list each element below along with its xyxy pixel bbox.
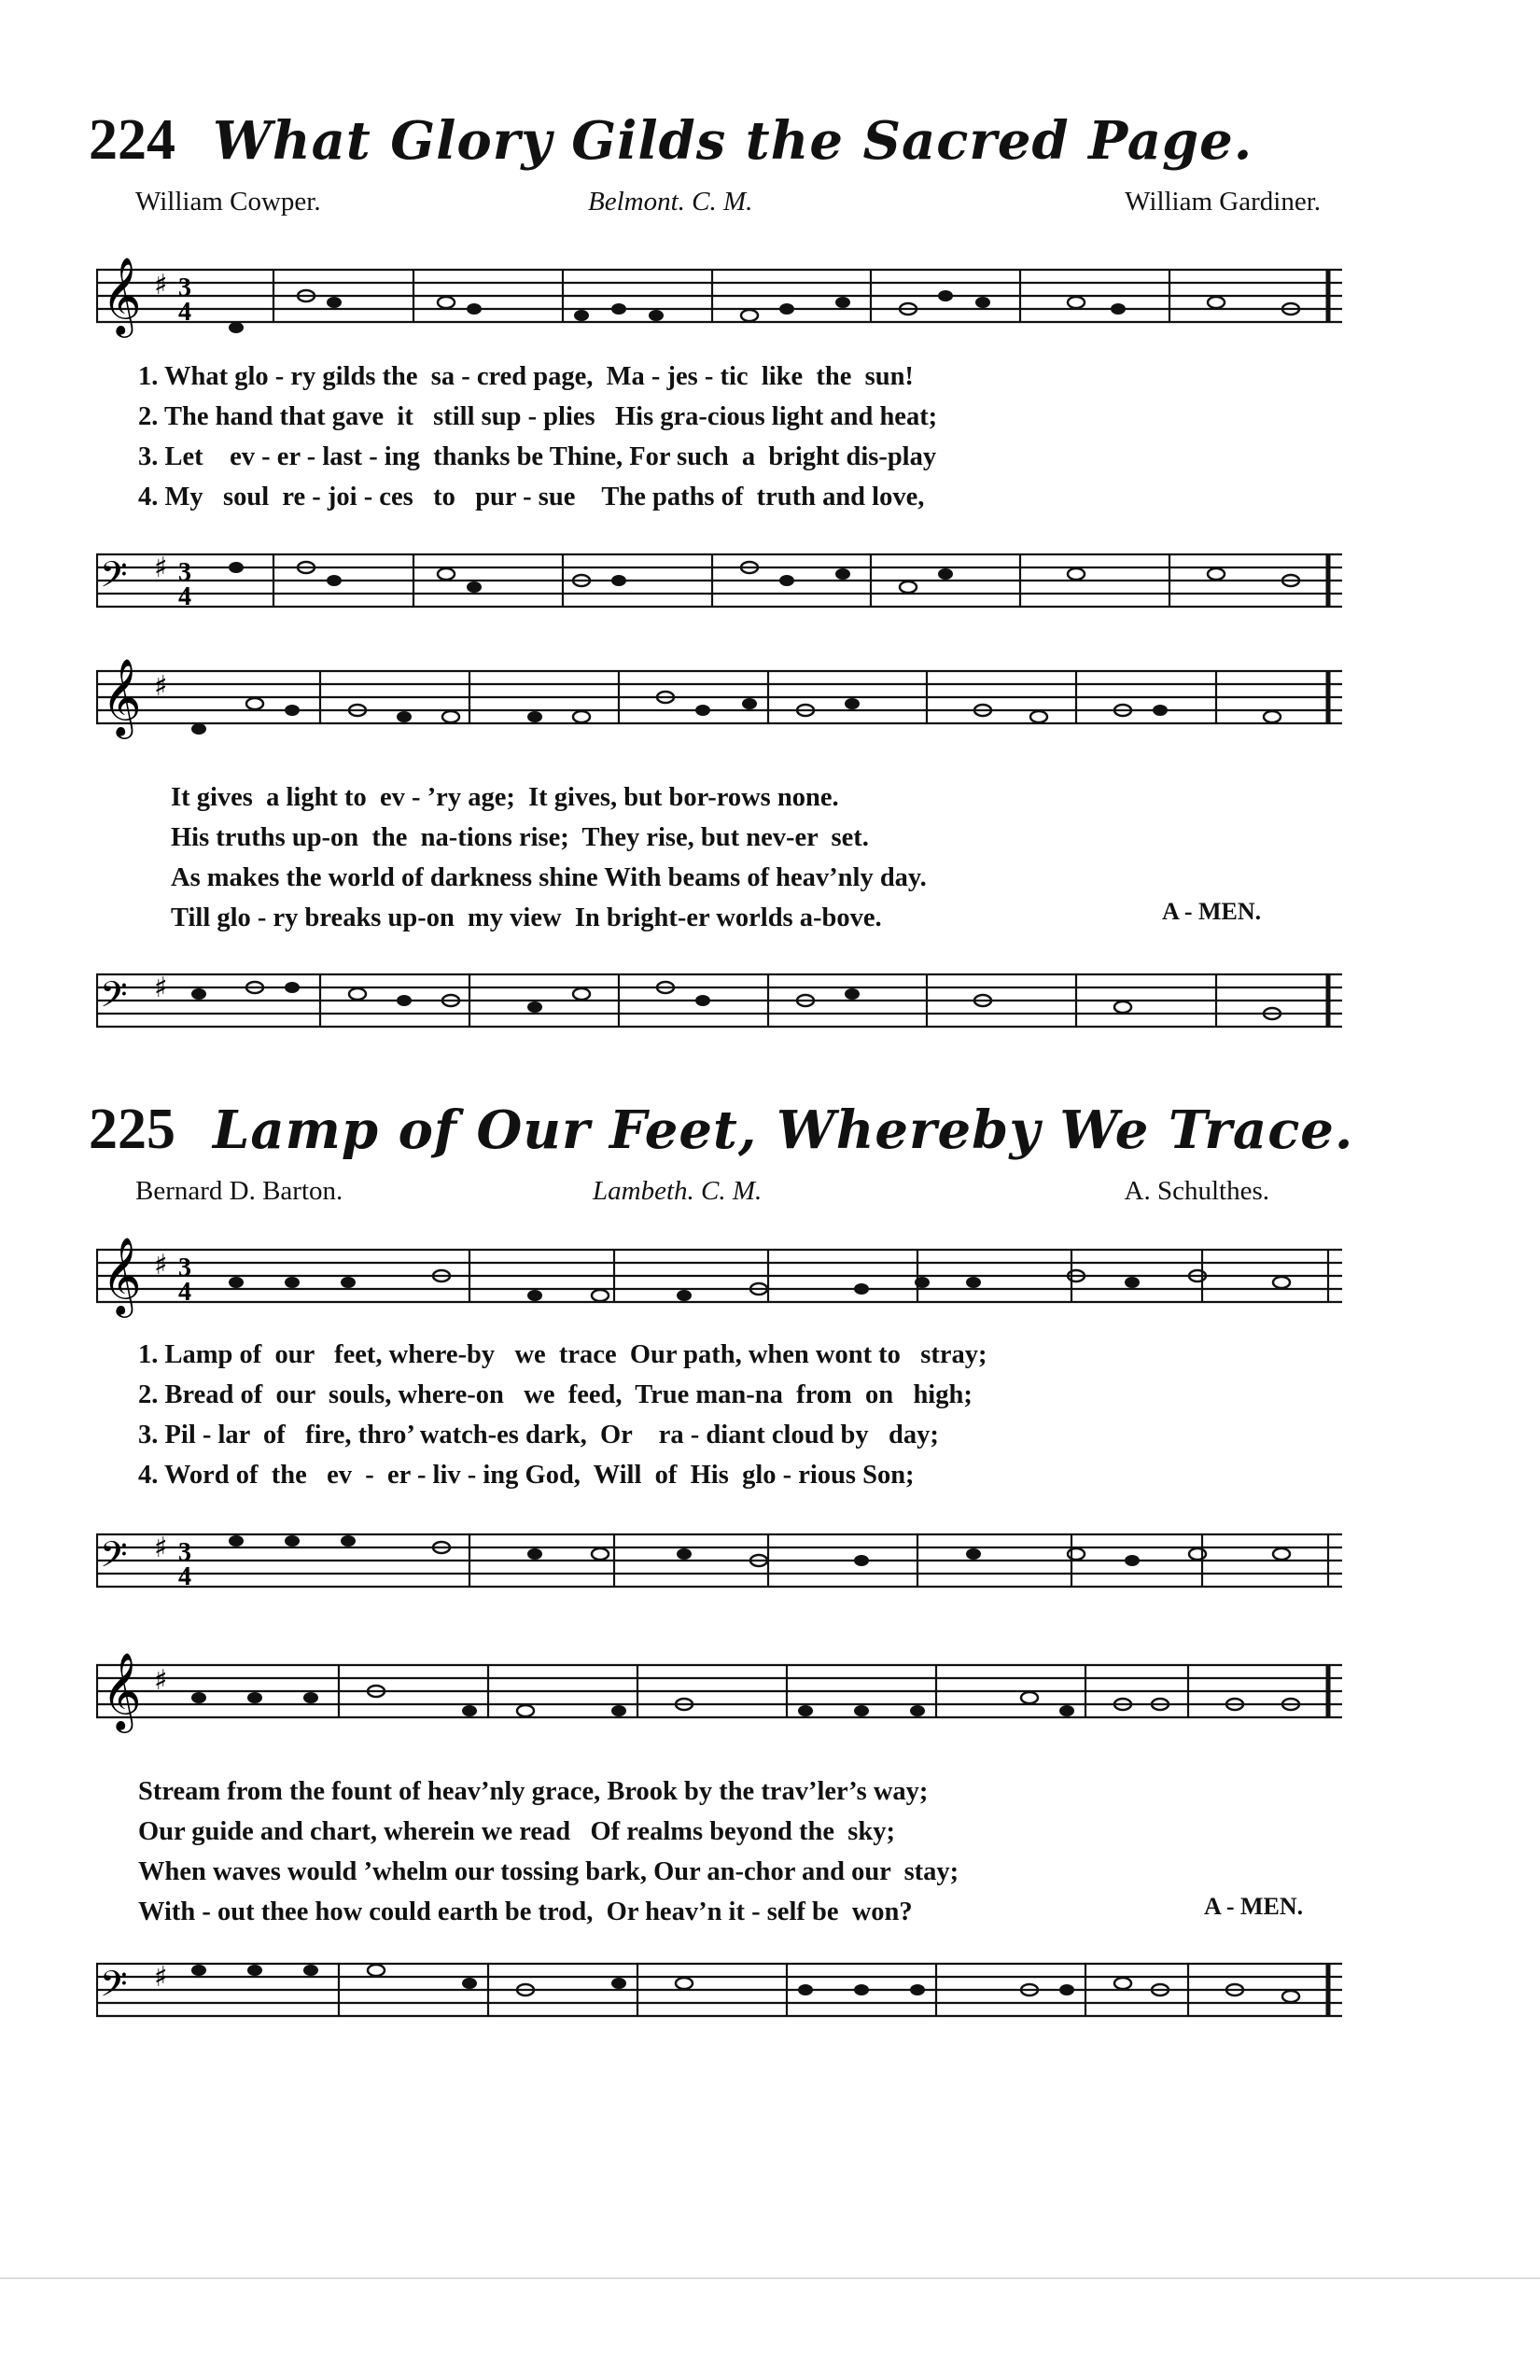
svg-text:𝄞: 𝄞 [102,658,142,735]
treble-staff-lines [96,1652,1342,1764]
bass-staff-lines [96,961,1342,1055]
verse-line: 1. What glo - ry gilds the sa - cred page, Ma - jes - tic like the sun! [138,362,914,391]
svg-text:𝄞: 𝄞 [102,1237,142,1314]
hymn-225-header [89,1097,1451,1163]
composer: William Gardiner. [1125,187,1321,217]
treble-staff-lines [96,1237,1342,1349]
verse-line: With - out thee how could earth be trod, Or heav’n it - self be won? [138,1897,913,1926]
svg-text:♯: ♯ [154,269,168,301]
amen-label: A - MEN. [1162,898,1262,925]
hymn-224-verses-a [138,357,937,517]
treble-staff [96,658,1342,770]
bass-staff [96,1521,1342,1615]
bass-staff-lines [96,1521,1342,1615]
hymn-225-verses-a [138,1335,987,1495]
bass-staff [96,1951,1342,2044]
svg-text:4: 4 [178,1278,191,1307]
svg-text:3: 3 [178,558,191,587]
svg-text:𝄢: 𝄢 [100,553,128,604]
verse-line: 2. The hand that gave it still sup - plies His gra-cious light and heat; [138,402,938,431]
treble-staff [96,1652,1342,1764]
hymn-224-verses-b [171,777,927,938]
verse-line: 2. Bread of our souls, where-on we feed, True man-na from on high; [138,1380,973,1409]
svg-text:♯: ♯ [154,1664,168,1697]
svg-text:3: 3 [178,273,191,302]
tune-name: Lambeth. C. M. [593,1176,763,1206]
svg-text:3: 3 [178,1538,191,1567]
bass-staff-lines [96,541,1342,635]
svg-text:𝄢: 𝄢 [100,1963,128,2013]
amen-label: A - MEN. [1204,1893,1304,1920]
treble-staff-lines [96,658,1342,770]
svg-text:♯: ♯ [154,670,168,703]
svg-text:♯: ♯ [154,552,168,584]
verse-line: 3. Pil - lar of fire, thro’ watch-es dark, Or ra - diant cloud by day; [138,1421,939,1449]
composer: A. Schulthes. [1124,1176,1269,1206]
verse-line: 4. Word of the ev - er - liv - ing God, Will of His glo - rious Son; [138,1461,915,1490]
author: Bernard D. Barton. [135,1176,343,1206]
hymn-title: What Glory Gilds the Sacred Page. [213,110,1253,172]
svg-text:4: 4 [178,582,191,611]
bass-staff [96,961,1342,1055]
verse-line: Till glo - ry breaks up-on my view In bright-er worlds a-bove. [171,903,882,932]
treble-staff [96,1237,1342,1349]
svg-text:♯: ♯ [154,972,168,1004]
svg-text:𝄞: 𝄞 [102,257,142,334]
verse-line: Our guide and chart, wherein we read Of realms beyond the sky; [138,1817,895,1846]
verse-line: His truths up-on the na-tions rise; They rise, but nev-er set. [171,823,869,852]
verse-line: 3. Let ev - er - last - ing thanks be Thine, For such a bright dis-play [138,442,937,471]
svg-text:♯: ♯ [154,1532,168,1564]
hymn-title: Lamp of Our Feet, Whereby We Trace. [213,1099,1354,1161]
bass-staff [96,541,1342,635]
tune-name: Belmont. C. M. [588,187,753,217]
treble-staff-lines [96,257,1342,369]
svg-text:𝄢: 𝄢 [100,973,128,1024]
verse-line: Stream from the fount of heav’nly grace, Brook by the trav’ler’s way; [138,1777,929,1806]
svg-text:𝄢: 𝄢 [100,1533,128,1584]
verse-line: As makes the world of darkness shine With beams of heav’nly day. [171,863,927,892]
verse-line: 4. My soul re - joi - ces to pur - sue The paths of truth and love, [138,483,925,511]
hymn-225-verses-b [138,1771,959,1932]
hymn-number: 224 [89,108,175,172]
verse-line: It gives a light to ev - ’ry age; It gives, but bor-rows none. [171,783,839,812]
verse-line: 1. Lamp of our feet, where-by we trace Our path, when wont to stray; [138,1340,987,1369]
svg-text:4: 4 [178,1562,191,1591]
page-bottom-rule [0,2277,1540,2279]
svg-text:♯: ♯ [154,1249,168,1281]
svg-text:𝄞: 𝄞 [102,1652,142,1729]
treble-staff [96,257,1342,369]
hymn-224-header [89,107,1451,174]
svg-text:♯: ♯ [154,1961,168,1994]
author: William Cowper. [135,187,321,217]
hymn-number: 225 [89,1098,175,1161]
bass-staff-lines [96,1951,1342,2044]
svg-text:4: 4 [178,298,191,327]
svg-text:3: 3 [178,1253,191,1282]
verse-line: When waves would ’whelm our tossing bark, Our an-chor and our stay; [138,1857,959,1886]
